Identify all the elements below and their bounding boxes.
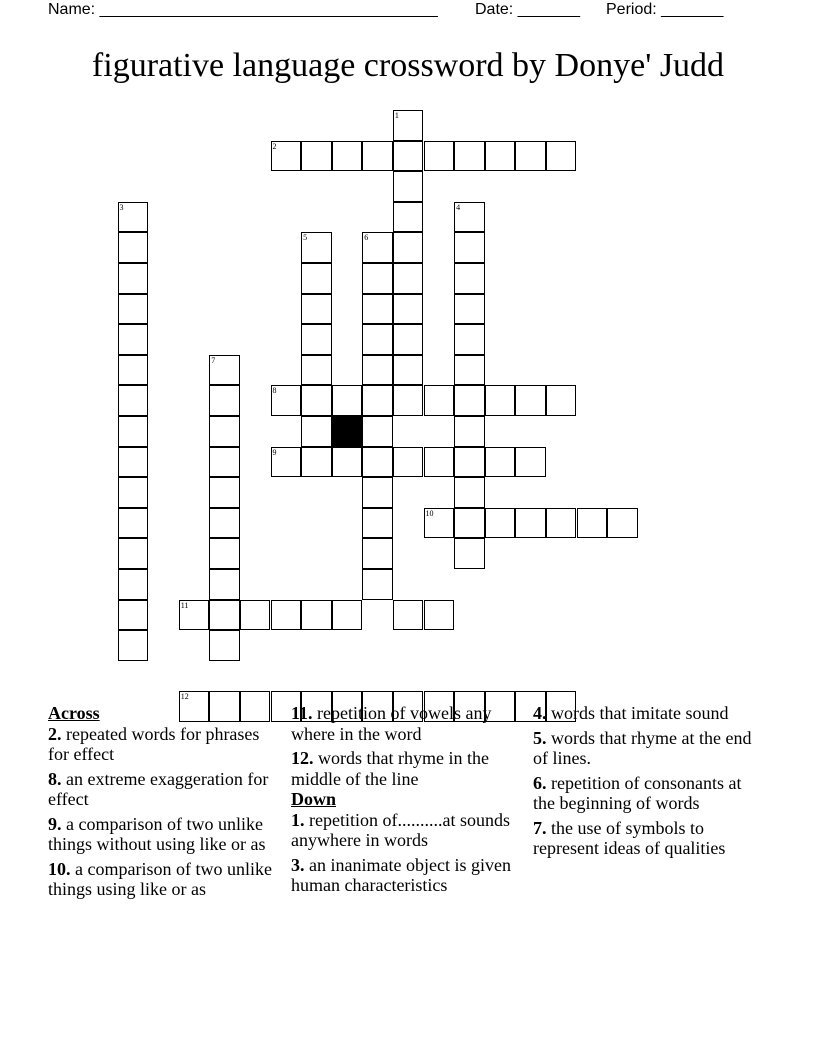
crossword-cell[interactable]	[362, 263, 393, 294]
clue-across-12	[291, 748, 523, 789]
crossword-cell[interactable]	[424, 600, 455, 631]
crossword-cell[interactable]	[118, 355, 149, 386]
down-heading: Down	[291, 789, 337, 809]
clue-text: an extreme exaggeration for effect	[48, 768, 269, 809]
clues-column-1	[48, 703, 280, 904]
clue-down-1	[291, 810, 523, 851]
across-heading: Across	[48, 703, 100, 723]
crossword-cell[interactable]	[209, 630, 240, 661]
crossword-cell[interactable]	[393, 202, 424, 233]
crossword-cell[interactable]	[546, 385, 577, 416]
clue-number: 8.	[48, 768, 62, 789]
crossword-cell[interactable]	[485, 141, 516, 172]
clue-across-8	[48, 769, 280, 810]
crossword-cell[interactable]	[454, 538, 485, 569]
crossword-cell[interactable]	[454, 324, 485, 355]
clue-number-label: 2	[272, 141, 277, 151]
clue-text: repetition of..........at sounds anywhere in words	[291, 809, 510, 850]
clue-number: 7.	[533, 817, 547, 838]
crossword-cell[interactable]	[209, 508, 240, 539]
clue-text: words that rhyme in the middle of the line	[291, 748, 489, 789]
clue-text: repetition of consonants at the beginning of words	[533, 772, 742, 813]
crossword-cell[interactable]	[424, 141, 455, 172]
crossword-cell[interactable]	[362, 538, 393, 569]
crossword-cell[interactable]	[118, 477, 149, 508]
period-field[interactable]: Period: _______	[606, 1, 724, 18]
crossword-cell[interactable]	[393, 600, 424, 631]
clue-text: words that rhyme at the end of lines.	[533, 727, 752, 768]
clues-column-2	[291, 703, 523, 900]
crossword-cell[interactable]	[393, 447, 424, 478]
crossword-cell[interactable]	[454, 385, 485, 416]
page-title: figurative language crossword by Donye' Judd	[91, 47, 725, 84]
crossword-cell[interactable]	[118, 447, 149, 478]
crossword-cell[interactable]	[209, 600, 240, 631]
crossword-cell[interactable]	[515, 447, 546, 478]
crossword-cell[interactable]	[271, 600, 302, 631]
crossword-cell[interactable]	[271, 385, 302, 416]
clue-down-7	[533, 818, 765, 859]
crossword-cell[interactable]	[424, 385, 455, 416]
crossword-cell[interactable]	[301, 232, 332, 263]
crossword-cell[interactable]	[362, 355, 393, 386]
crossword-cell[interactable]	[209, 477, 240, 508]
crossword-cell[interactable]	[118, 569, 149, 600]
crossword-cell[interactable]	[118, 324, 149, 355]
crossword-cell[interactable]	[393, 324, 424, 355]
crossword-cell[interactable]	[118, 600, 149, 631]
clue-number-label: 4	[456, 202, 461, 212]
black-square	[332, 416, 363, 447]
crossword-cell[interactable]	[515, 385, 546, 416]
crossword-cell[interactable]	[240, 600, 271, 631]
crossword-cell[interactable]	[362, 569, 393, 600]
crossword-cell[interactable]	[454, 232, 485, 263]
crossword-cell[interactable]	[362, 294, 393, 325]
crossword-cell[interactable]	[393, 263, 424, 294]
clue-number-label: 1	[394, 111, 399, 120]
crossword-cell[interactable]	[454, 447, 485, 478]
clue-text: an inanimate object is given human characteristics	[291, 854, 511, 895]
crossword-cell[interactable]	[362, 141, 393, 172]
crossword-cell[interactable]	[118, 232, 149, 263]
crossword-cell[interactable]	[454, 202, 485, 233]
clue-text: a comparison of two unlike things using like or as	[48, 858, 272, 899]
crossword-cell[interactable]	[393, 110, 424, 141]
crossword-cell[interactable]	[546, 141, 577, 172]
crossword-cell[interactable]	[179, 600, 210, 631]
crossword-cell[interactable]	[301, 355, 332, 386]
crossword-cell[interactable]	[209, 569, 240, 600]
clue-down-6	[533, 773, 765, 814]
crossword-cell[interactable]	[362, 508, 393, 539]
clue-text: words that imitate sound	[551, 703, 729, 723]
crossword-cell[interactable]	[424, 508, 455, 539]
crossword-cell[interactable]	[118, 202, 149, 233]
clue-text: repetition of vowels any where in the word	[291, 703, 492, 744]
crossword-cell[interactable]	[118, 538, 149, 569]
crossword-cell[interactable]	[271, 447, 302, 478]
clue-number: 4.	[533, 703, 547, 723]
crossword-cell[interactable]	[271, 141, 302, 172]
crossword-cell[interactable]	[362, 385, 393, 416]
clue-number-label: 7	[211, 355, 216, 365]
crossword-cell[interactable]	[454, 416, 485, 447]
crossword-cell[interactable]	[301, 263, 332, 294]
clue-down-4	[533, 703, 765, 724]
clue-text: the use of symbols to represent ideas of qualities	[533, 817, 726, 858]
crossword-cell[interactable]	[393, 232, 424, 263]
date-field[interactable]: Date: _______	[475, 1, 580, 18]
crossword-cell[interactable]	[577, 508, 608, 539]
crossword-cell[interactable]	[332, 447, 363, 478]
crossword-cell[interactable]	[546, 508, 577, 539]
clue-number-label: 11	[180, 600, 189, 610]
clue-number-label: 3	[119, 202, 124, 212]
crossword-cell[interactable]	[301, 447, 332, 478]
crossword-cell[interactable]	[485, 385, 516, 416]
crossword-cell[interactable]	[515, 141, 546, 172]
clue-number: 6.	[533, 772, 547, 793]
clue-number: 1.	[291, 809, 305, 830]
crossword-cell[interactable]	[118, 630, 149, 661]
crossword-cell[interactable]	[332, 141, 363, 172]
clue-text: a comparison of two unlike things without using like or as	[48, 813, 266, 854]
crossword-cell[interactable]	[362, 447, 393, 478]
clue-number-label: 8	[272, 386, 277, 396]
clue-down-3	[291, 855, 523, 896]
crossword-cell[interactable]	[301, 385, 332, 416]
crossword-cell[interactable]	[118, 263, 149, 294]
crossword-cell[interactable]	[332, 600, 363, 631]
clue-across-9	[48, 814, 280, 855]
clue-number: 9.	[48, 813, 62, 834]
crossword-cell[interactable]	[209, 416, 240, 447]
crossword-cell[interactable]	[362, 232, 393, 263]
clue-number-label: 9	[272, 447, 277, 457]
crossword-cell[interactable]	[301, 141, 332, 172]
clue-number: 5.	[533, 727, 547, 748]
clue-text: repeated words for phrases for effect	[48, 723, 260, 764]
crossword-cell[interactable]	[454, 508, 485, 539]
clue-number-label: 10	[425, 508, 434, 518]
crossword-cell[interactable]	[118, 294, 149, 325]
clue-number-label: 6	[364, 233, 369, 243]
clue-number-label: 5	[303, 233, 308, 243]
name-field[interactable]: Name: ______________________________________	[48, 1, 438, 18]
crossword-cell[interactable]	[454, 141, 485, 172]
crossword-cell[interactable]	[362, 416, 393, 447]
crossword-cell[interactable]	[393, 294, 424, 325]
crossword-cell[interactable]	[362, 477, 393, 508]
clue-number: 2.	[48, 723, 62, 744]
crossword-cell[interactable]	[485, 508, 516, 539]
clue-number-label: 12	[180, 692, 189, 702]
clue-down-5	[533, 728, 765, 769]
clue-across-10	[48, 859, 280, 900]
clue-number: 10.	[48, 858, 71, 879]
crossword-cell[interactable]	[209, 447, 240, 478]
crossword-cell[interactable]	[209, 538, 240, 569]
crossword-cell[interactable]	[118, 385, 149, 416]
crossword-cell[interactable]	[301, 600, 332, 631]
clues-column-3	[533, 703, 765, 863]
crossword-cell[interactable]	[515, 508, 546, 539]
crossword-cell[interactable]	[485, 447, 516, 478]
crossword-cell[interactable]	[454, 294, 485, 325]
crossword-cell[interactable]	[393, 385, 424, 416]
crossword-cell[interactable]	[393, 141, 424, 172]
crossword-cell[interactable]	[301, 294, 332, 325]
crossword-cell[interactable]	[454, 355, 485, 386]
crossword-cell[interactable]	[301, 324, 332, 355]
crossword-cell[interactable]	[393, 355, 424, 386]
crossword-cell[interactable]	[454, 263, 485, 294]
crossword-cell[interactable]	[454, 477, 485, 508]
crossword-cell[interactable]	[607, 508, 638, 539]
clue-across-2	[48, 724, 280, 765]
clue-number: 3.	[291, 854, 305, 875]
crossword-cell[interactable]	[209, 385, 240, 416]
crossword-cell[interactable]	[118, 416, 149, 447]
crossword-cell[interactable]	[393, 171, 424, 202]
crossword-cell[interactable]	[301, 416, 332, 447]
crossword-cell[interactable]	[118, 508, 149, 539]
crossword-cell[interactable]	[209, 355, 240, 386]
crossword-cell[interactable]	[362, 324, 393, 355]
clue-number: 12.	[291, 748, 314, 768]
crossword-cell[interactable]	[424, 447, 455, 478]
clue-across-11	[291, 703, 523, 744]
clue-number: 11.	[291, 703, 313, 723]
worksheet-header	[48, 0, 768, 20]
crossword-cell[interactable]	[332, 385, 363, 416]
